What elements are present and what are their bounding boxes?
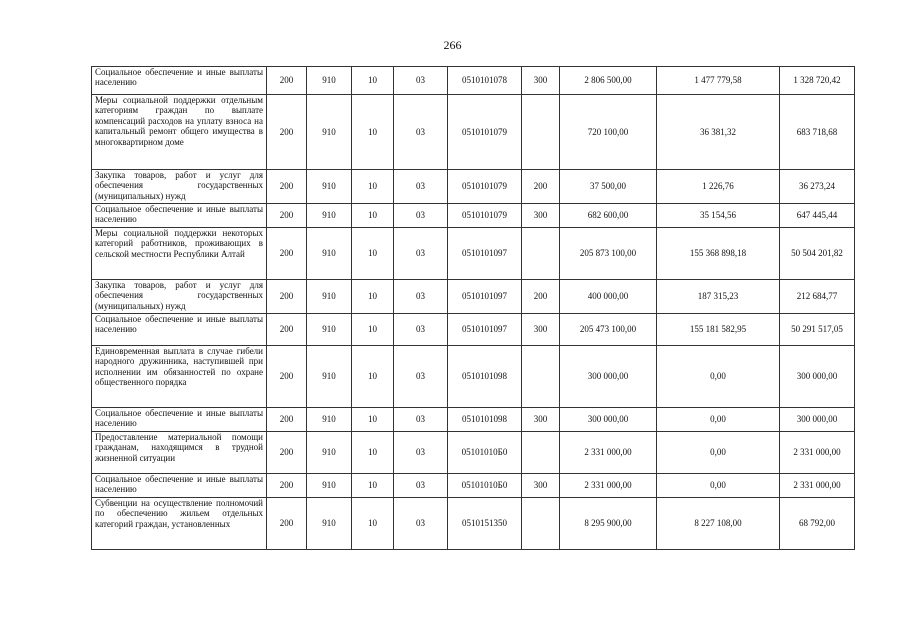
row-code-2: 910 (307, 95, 352, 170)
row-code-2: 910 (307, 346, 352, 408)
row-fact-value: 0,00 (657, 408, 780, 432)
row-name: Предоставление материальной помощи гражданам, находящимся в трудной жизненной ситуации (92, 432, 267, 474)
row-rest-value: 683 718,68 (780, 95, 855, 170)
row-section: 10 (352, 204, 394, 228)
row-target-code: 0510101078 (448, 67, 522, 95)
row-subsection: 03 (394, 95, 448, 170)
row-code-1: 200 (267, 474, 307, 498)
row-plan-value: 300 000,00 (560, 408, 657, 432)
row-target-code: 05101010Б0 (448, 474, 522, 498)
row-plan-value: 720 100,00 (560, 95, 657, 170)
page-number: 266 (443, 38, 462, 52)
row-rest-value: 647 445,44 (780, 204, 855, 228)
row-plan-value: 2 331 000,00 (560, 474, 657, 498)
row-code-2: 910 (307, 474, 352, 498)
table-body (92, 67, 855, 550)
row-target-code: 0510101097 (448, 280, 522, 314)
row-fact-value: 155 368 898,18 (657, 228, 780, 280)
row-expense-type (522, 228, 560, 280)
row-plan-value: 300 000,00 (560, 346, 657, 408)
row-plan-value: 37 500,00 (560, 170, 657, 204)
row-section: 10 (352, 67, 394, 95)
row-section: 10 (352, 346, 394, 408)
row-plan-value: 2 806 500,00 (560, 67, 657, 95)
row-subsection: 03 (394, 432, 448, 474)
row-name: Закупка товаров, работ и услуг для обеспечения государственных (муниципальных) нужд (92, 280, 267, 314)
row-expense-type: 300 (522, 204, 560, 228)
row-code-1: 200 (267, 204, 307, 228)
row-subsection: 03 (394, 346, 448, 408)
row-expense-type (522, 498, 560, 550)
row-fact-value: 35 154,56 (657, 204, 780, 228)
row-expense-type: 200 (522, 170, 560, 204)
table-row (92, 432, 855, 474)
row-rest-value: 212 684,77 (780, 280, 855, 314)
table-row (92, 204, 855, 228)
row-rest-value: 36 273,24 (780, 170, 855, 204)
row-expense-type: 200 (522, 280, 560, 314)
table-row (92, 346, 855, 408)
row-rest-value: 2 331 000,00 (780, 432, 855, 474)
table-row (92, 474, 855, 498)
table-row (92, 280, 855, 314)
row-name: Социальное обеспечение и иные выплаты населению (92, 204, 267, 228)
row-expense-type: 300 (522, 474, 560, 498)
row-subsection: 03 (394, 280, 448, 314)
row-code-1: 200 (267, 228, 307, 280)
row-target-code: 0510101079 (448, 95, 522, 170)
row-code-1: 200 (267, 408, 307, 432)
row-section: 10 (352, 408, 394, 432)
row-expense-type: 300 (522, 67, 560, 95)
table-row (92, 95, 855, 170)
row-name: Единовременная выплата в случае гибели народного дружинника, наступившей при исполнении им обязанностей по охране общественного порядка (92, 346, 267, 408)
row-name: Социальное обеспечение и иные выплаты населению (92, 314, 267, 346)
row-rest-value: 50 504 201,82 (780, 228, 855, 280)
row-name: Социальное обеспечение и иные выплаты населению (92, 408, 267, 432)
row-code-1: 200 (267, 67, 307, 95)
row-expense-type: 300 (522, 314, 560, 346)
row-fact-value: 1 226,76 (657, 170, 780, 204)
row-code-2: 910 (307, 408, 352, 432)
row-subsection: 03 (394, 204, 448, 228)
row-name: Социальное обеспечение и иные выплаты населению (92, 474, 267, 498)
row-target-code: 0510101079 (448, 170, 522, 204)
row-expense-type: 300 (522, 408, 560, 432)
row-subsection: 03 (394, 498, 448, 550)
row-target-code: 0510101097 (448, 228, 522, 280)
row-code-1: 200 (267, 314, 307, 346)
row-fact-value: 0,00 (657, 432, 780, 474)
row-expense-type (522, 346, 560, 408)
row-code-2: 910 (307, 498, 352, 550)
row-name: Меры социальной поддержки некоторых категорий работников, проживающих в сельской местности Республики Алтай (92, 228, 267, 280)
row-subsection: 03 (394, 228, 448, 280)
row-section: 10 (352, 474, 394, 498)
row-plan-value: 205 873 100,00 (560, 228, 657, 280)
row-code-1: 200 (267, 95, 307, 170)
row-target-code: 05101010Б0 (448, 432, 522, 474)
row-code-2: 910 (307, 280, 352, 314)
table-row (92, 314, 855, 346)
row-expense-type (522, 95, 560, 170)
row-fact-value: 1 477 779,58 (657, 67, 780, 95)
row-plan-value: 8 295 900,00 (560, 498, 657, 550)
row-fact-value: 0,00 (657, 346, 780, 408)
row-plan-value: 205 473 100,00 (560, 314, 657, 346)
row-section: 10 (352, 95, 394, 170)
row-section: 10 (352, 498, 394, 550)
row-code-1: 200 (267, 280, 307, 314)
row-code-2: 910 (307, 228, 352, 280)
row-rest-value: 1 328 720,42 (780, 67, 855, 95)
row-section: 10 (352, 314, 394, 346)
row-section: 10 (352, 280, 394, 314)
row-name: Меры социальной поддержки отдельным категориям граждан по выплате компенсаций расходов на уплату взноса на капитальный ремонт общего имущества в многоквартирном доме (92, 95, 267, 170)
table-row (92, 228, 855, 280)
row-code-2: 910 (307, 204, 352, 228)
row-rest-value: 300 000,00 (780, 408, 855, 432)
row-code-2: 910 (307, 170, 352, 204)
row-name: Закупка товаров, работ и услуг для обеспечения государственных (муниципальных) нужд (92, 170, 267, 204)
row-fact-value: 187 315,23 (657, 280, 780, 314)
row-plan-value: 682 600,00 (560, 204, 657, 228)
row-section: 10 (352, 432, 394, 474)
row-code-1: 200 (267, 170, 307, 204)
row-target-code: 0510101079 (448, 204, 522, 228)
row-fact-value: 0,00 (657, 474, 780, 498)
row-subsection: 03 (394, 170, 448, 204)
row-code-2: 910 (307, 432, 352, 474)
row-subsection: 03 (394, 474, 448, 498)
table-row (92, 67, 855, 95)
row-plan-value: 2 331 000,00 (560, 432, 657, 474)
row-plan-value: 400 000,00 (560, 280, 657, 314)
row-target-code: 0510151350 (448, 498, 522, 550)
row-fact-value: 36 381,32 (657, 95, 780, 170)
table-row (92, 408, 855, 432)
row-code-1: 200 (267, 432, 307, 474)
row-name: Социальное обеспечение и иные выплаты населению (92, 67, 267, 95)
row-section: 10 (352, 228, 394, 280)
row-rest-value: 50 291 517,05 (780, 314, 855, 346)
row-rest-value: 68 792,00 (780, 498, 855, 550)
row-code-2: 910 (307, 314, 352, 346)
row-code-1: 200 (267, 346, 307, 408)
row-rest-value: 2 331 000,00 (780, 474, 855, 498)
table-row (92, 498, 855, 550)
row-target-code: 0510101097 (448, 314, 522, 346)
row-code-1: 200 (267, 498, 307, 550)
row-rest-value: 300 000,00 (780, 346, 855, 408)
row-code-2: 910 (307, 67, 352, 95)
row-expense-type (522, 432, 560, 474)
row-target-code: 0510101098 (448, 408, 522, 432)
row-subsection: 03 (394, 67, 448, 95)
row-target-code: 0510101098 (448, 346, 522, 408)
row-section: 10 (352, 170, 394, 204)
table-row (92, 170, 855, 204)
row-name: Субвенции на осуществление полномочий по обеспечению жильем отдельных категорий граждан, установленных (92, 498, 267, 550)
row-fact-value: 8 227 108,00 (657, 498, 780, 550)
row-subsection: 03 (394, 408, 448, 432)
budget-table (91, 66, 855, 550)
row-subsection: 03 (394, 314, 448, 346)
row-fact-value: 155 181 582,95 (657, 314, 780, 346)
